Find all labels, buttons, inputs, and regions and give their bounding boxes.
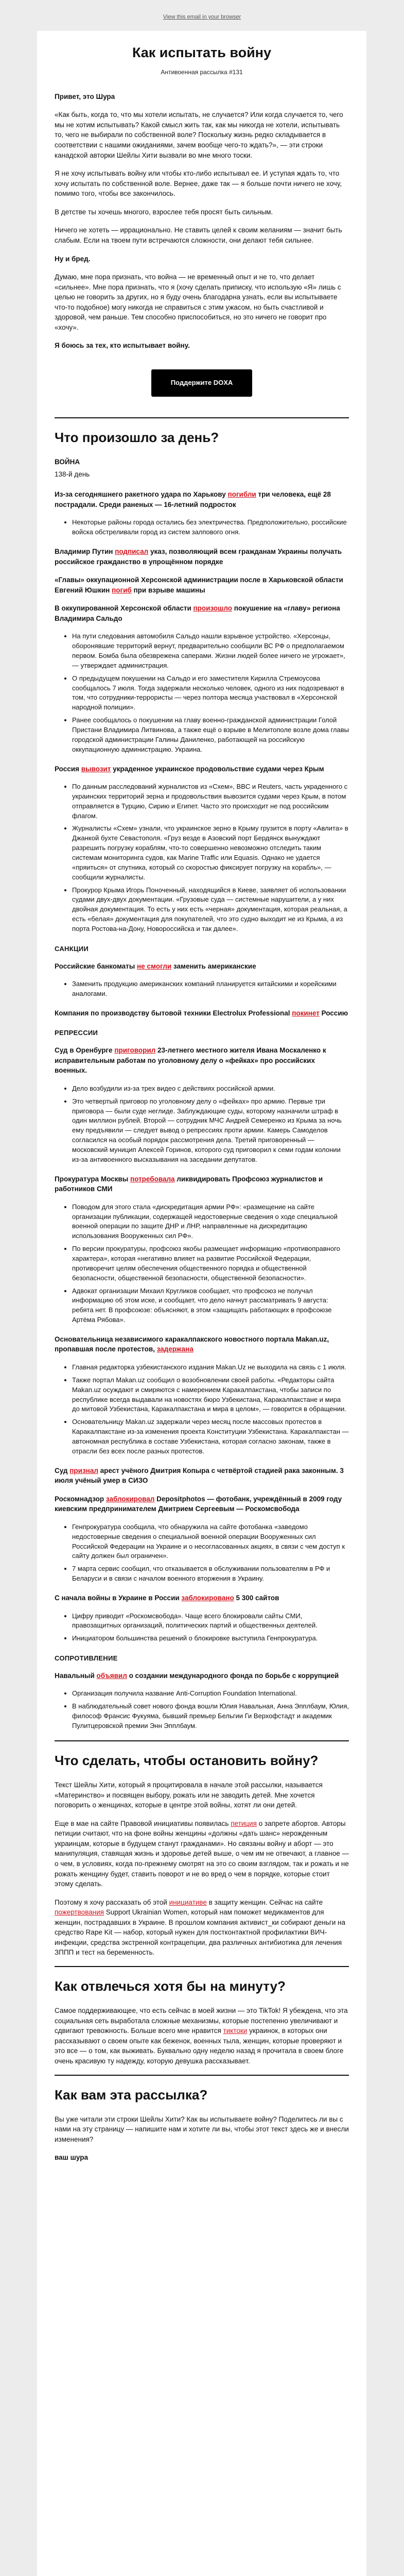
list-item: • О предыдущем покушении на Сальдо и его заместителя Кирилла Стремоусова сообщалось 7 июля. Тогда задержали несколько человек, одного из них подозревают в том, что сотрудники-террористы — через полтора месяца участвовал в «Херсонской народной полиции». [72,674,349,713]
signoff: ваш шура [55,2154,88,2162]
stop-paragraph-2: Еще в мае на сайте Правовой инициативы появилась петиция о запрете абортов. Авторы петиции считают, что на фоне войны женщины «должны «дать шанс» нерожденным украинцам, которые в будущем станут гражданами». Но связаны войну и аборт — это манипуляция, ставящая жизнь и здоровье детей выше, о чем им не отвечают, а главное — о чем, в условиях, когда по-прежнему смотрят на это со своим взглядом, так и рожать и не рожать женщину будет, ставить поворот и не во вред о чем в порядке, которые стоит этому сделать. [55,1819,349,1888]
blocked-bullets [55,1612,349,1644]
sanctions-label: САНКЦИИ [55,944,89,953]
list-item: • Это четвертый приговор по уголовному делу о «фейках» про армию. Первые три приговора — были суде неглиде. Заблуждающие суды, которому назначили штраф в один миллион рублей. Второй — сотрудник МЧС Андрей Семеренко из Крыма за ночь ему предъявили — следует вывод о репрессиях проти армии. Камерь Самоделов согласился на особый порядок рассмотрения дела. Третий приговоренный — московский муницип Алексей Горинов, которого суд приговорил к семи годам колонии из-за антивоенного высказывания на заседании депутатов. [72,1097,349,1165]
news-electrolux: Компания по производству бытовой техники Electrolux Professional покинет Россию [55,1009,348,1017]
intro-paragraph-3: В детстве ты хочешь многого, взрослее тебя просят быть сильным. [55,208,273,216]
fear-line: Я боюсь за тех, кто испытывает войну. [55,342,190,350]
list-item: • Основательницу Makan.uz задержали через месяц после массовых протестов в Каракалпакстане из-за изменения проекта Конституции Узбекистана. Каракалпакстан — автономная республика в составе Узбекистана, которая согласно законам, также в отрасли без всех после разных протестов. [72,1417,349,1456]
link-kopyrin[interactable]: признал [69,1466,98,1475]
link-tiktoks[interactable]: тиктоки [223,2027,248,2035]
intro-paragraph-5: Думаю, мне пора признать, что война — не временный опыт и не то, что делает «сильнее». Мне пора признать, что я (хочу сделать приписку, что использую «Я» лишь с целью не говорить за других, но я буду очень благодарна узнать, если вы испытываете что-то подобное) могу никогда не справиться с этим ужасом, но быть счастливой и здоровой, чем раньше. Тем способно приспособиться, но это ничего не говорит про «хочу». [55,273,341,331]
link-putin[interactable]: подписал [115,548,149,555]
news-navalny-fund: Навальный объявил о создании международного фонда по борьбе с коррупцией [55,1671,339,1680]
news-saldo-attempt: В оккупированной Херсонской области произошло покушение на «главу» региона Владимира Сальдо [55,604,340,622]
section-title-news: Что произошло за день? [55,429,219,445]
list-item: • Дело возбудили из-за трех видео с действиях российской армии. [72,1084,349,1094]
link-orenburg[interactable]: приговорил [114,1046,156,1055]
browser-view-bar [0,0,404,26]
war-label: ВОЙНА [55,458,80,466]
union-bullets [55,1202,349,1325]
distract-paragraph: Самое поддерживающее, что есть сейчас в моей жизни — это TikTok! Я убеждена, что эта социальная сеть выработала сложные механизмы, которые постепенно увеличивают и сдвигают тревожность. Больше всего мне нравится тиктоки украинок, в которых они рассказывают о своем опыте как беженок, военных тыла, женщин, которые проверяют и это все — о том, как выживать. Буквально одну неделю назад я прочитала в своем блоге очень красивую ту надежду, которую девушка рассказывает. [55,2007,348,2065]
news-kopyrin: Суд признал арест учёного Дмитрия Копыра с четвёртой стадией рака законным. 3 июля учёный умер в СИЗО [55,1466,344,1485]
link-depositphotos[interactable]: заблокировал [106,1495,155,1503]
link-kharkiv[interactable]: погибли [227,490,256,499]
grain-bullets [55,782,349,934]
kharkiv-bullets [55,518,349,537]
news-kharkiv-strike: Из-за сегодняшнего ракетного удара по Харькову погибли три человека, ещё 28 пострадали. Среди раненых — 16-летний подросток [55,490,331,509]
resistance-label: СОПРОТИВЛЕНИЕ [55,1654,118,1663]
news-grain-export: Россия вывозит украденное украинское продовольствие судами через Крым [55,765,324,773]
list-item: • Генпрокуратура сообщила, что обнаружила на сайте фотобанка «заведомо недостоверные сведения о специальной военной операции Вооруженных сил Российской Федерации на Украине и о несогласованных акциях, в связи с чем доступ к сайту должен был ограничен». [72,1522,349,1561]
list-item: • Прокурор Крыма Игорь Поноченный, находящийся в Киеве, заявляет об использовании судами двух-двух документации. «Грузовые суда — системные нарушители, а у них двойная документация. То есть у них есть «черная» документация, которая реальная, а есть «белая» документация для покупателей, что это судно выходит не из Крыма, а из порта Ростова-на-Дону, Новороссийска и так далее». [72,886,349,934]
feedback-paragraph: Вы уже читали эти строки Шейлы Хити? Как вы испытываете войну? Поделитесь ли вы с нами на эту страницу — напишите нам и хотите ли вы, чтобы этот текст здесь же и внесли изменения? [55,2115,349,2143]
link-initiative[interactable]: инициативе [169,1898,207,1906]
link-petition[interactable]: петиция [231,1819,257,1827]
link-atms[interactable]: не смогли [137,962,172,970]
section-title-stop-war: Что сделать, чтобы остановить войну? [55,1752,319,1768]
link-kherson-official[interactable]: погиб [112,586,132,594]
news-atms: Российские банкоматы не смогли заменить американские [55,962,256,970]
donate-button[interactable]: Поддержите DOXA [151,369,253,397]
intro-paragraph-2: Я не хочу испытывать войну или чтобы кто-либо испытывал ее. И уступая ждать то, что хочу испытать по собственной воле. Вернее, даже так — я больше почти ничего не хочу, помимо того, чтобы все закончилось. [55,170,342,198]
news-union-liquidation: Прокуратура Москвы потребовала ликвидировать Профсоюз журналистов и работников СМИ [55,1175,323,1193]
news-depositphotos: Роскомнадзор заблокировал Depositphotos — фотобанк, учреждённый в 2009 году киевским предпринимателем Дмитрием Сергеевым — Роскомсвобода [55,1495,342,1513]
makan-bullets [55,1363,349,1456]
news-makan-editor: Основательница независимого каракалпакского новостного портала Makan.uz, пропавшая после протестов, задержана [55,1335,329,1353]
section-divider [55,1966,349,1967]
list-item: • Ранее сообщалось о покушении на главу военно-гражданской администрации Голой Пристани Владимира Литвинова, а также ещё о взрыве в Мелитополе возле дома главы городской администрации Галины Даниленко, работающей на российскую оккупационную администрацию. Украина. [72,716,349,754]
court-bullets [55,1084,349,1165]
issue-number: Антивоенная рассылка #131 [161,69,243,76]
stop-paragraph-1: Текст Шейлы Хити, который я процитировала в начале этой рассылки, называется «Материнство» и посвящен выбору, рожать или не заводить детей. Мне хочется поговорить о женщинах, которые в центре этой войны, хотят ли они детей. [55,1781,323,1809]
war-day: 138-й день [55,470,90,478]
newsletter-title: Как испытать войну [132,45,272,60]
repressions-label: РЕПРЕССИИ [55,1029,98,1037]
link-makan[interactable]: задержана [156,1345,194,1353]
list-item: • На пути следования автомобиля Сальдо нашли взрывное устройство. «Херсонцы, оборонявшие территорий вернут, предварительно сообщили ВС РФ о предполагаемом первом. Бомба была обезврежена саперами. Жизни людей более ничего не угрожает», — утверждает администрация. [72,632,349,670]
section-title-feedback: Как вам эта рассылка? [55,2087,208,2103]
list-item: • Главная редакторка узбекистанского издания Makan.Uz не выходила на связь с 1 июля. [72,1363,349,1372]
link-blocked-sites[interactable]: заблокировано [181,1594,234,1602]
donate-button-wrap [55,369,349,397]
news-kherson-official: «Главы» оккупационной Херсонской администрации после в Харьковской области Евгений Юшкин погиб при взрыве машины [55,576,343,594]
list-item: • Организация получила название Anti-Corruption Foundation International. [72,1689,349,1699]
link-electrolux[interactable]: покинет [292,1009,320,1017]
section-divider [55,417,349,418]
email-card [37,31,366,2576]
list-item: • Цифру приводит «Роскомсвобода». Чаще всего блокировали сайты СМИ, правозащитных организаций, политических партий и общественных деятелей. [72,1612,349,1631]
list-item: • В наблюдательный совет нового фонда вошли Юлия Навальная, Анна Эпплбаум, Юлия, философ Франсис Фукуяма, бывший премьер Бельгии Ги Верхофстадт и академик Пулитцеровской премии Энн Эпплбаум. [72,1702,349,1731]
link-navalny[interactable]: объявил [96,1671,127,1680]
list-item: • По данным расследований журналистов из «Схем», BBC и Reuters, часть украденного с украинских территорий зерна и продовольствия вывозится судами через Крым, в потом отправляется в Турцию, Сирию и Египет. Часто это происходит не под российским флагом. [72,782,349,821]
stop-paragraph-3: Поэтому я хочу рассказать об этой инициативе в защиту женщин. Сейчас на сайте пожертвования Support Ukrainian Women, который нам поможет медикаментов для женщин, пострадавших в Украине. В прошлом компания активист_ки собирают деньги на средство Rape Kit — набор, который нужен для постконтактной профилактики ВИЧ-инфекции, средства экстренной контрацепции, два различных антибиотика для лечения ЗППП и тест на беременность. [55,1898,345,1957]
depositphotos-bullets [55,1522,349,1584]
navalny-bullets [55,1689,349,1731]
news-putin-decree: Владимир Путин подписал указ, позволяющий всем гражданам Украины получать российское гражданство в упрощённом порядке [55,548,342,566]
intro-paragraph-4: Ничего не хотеть — иррационально. Не ставить целей к своим желаниям — значит быть слабым. Если на твоем пути встречаются сложности, они делают тебя сильнее. [55,226,342,244]
link-saldo[interactable]: произошло [193,604,232,613]
link-union[interactable]: потребовала [130,1175,175,1183]
list-item: • Поводом для этого стала «дискредитация армии РФ»: «размещение на сайте организации публикации, содержащей недостоверные сведения о ходе специальной военной операции по защите ДНР и ЛНР, направленные на дискредитацию использования Вооруженных сил РФ». [72,1202,349,1241]
saldo-bullets [55,632,349,754]
link-donations[interactable]: пожертвования [55,1908,104,1917]
link-grain[interactable]: вывозит [81,765,111,773]
list-item: • По версии прокуратуры, профсоюз якобы размещает информацию «противоправного характера», которая «негативно влияет на развитие Российской Федерации, противоречит целям обеспечения общественного порядка и общественной безопасности, общественной безопасности, общественной безопасности». [72,1244,349,1283]
list-item: • Инициатором большинства решений о блокировке выступила Генпрокуратура. [72,1634,349,1643]
greeting: Привет, это Шура [55,92,115,100]
list-item: • Некоторые районы города остались без электричества. Предположительно, российские войска обстреливали город из систем залпового огня. [72,518,349,537]
list-item: • Адвокат организации Михаил Кругликов сообщает, что профсоюз не получал информацию об этом иске, и сообщает, что дело начнут рассматривать 9 августа: ребята нет. В профсоюзе: объясняют, в этом «защищать работающих в профсоюзе Артёма Рябова». [72,1286,349,1325]
aside-bold: Ну и бред. [55,255,91,263]
news-orenburg-court: Суд в Оренбурге приговорил 23-летнего местного жителя Ивана Москаленко к исправительным работам по уголовному делу о «фейках» про российских военных. [55,1046,326,1075]
list-item: • Журналисты «Схем» узнали, что украинское зерно в Крыму грузится в порту «Авлита» в Джанкой бухте Севастополя. «Груз везде в Азовский порт Бердянск вынуждают разрешить погрузку кораблям, что-то совершенно невозможно отследить таким системам мониторинга судов, как Marine Traffic или Equasis. Однако не удается «пряиться» от спутника, который со скоростью фиксирует погрузку на корабль», — сообщили журналисты. [72,824,349,882]
section-divider [55,1740,349,1741]
intro-paragraph-1: «Как быть, когда то, что мы хотели испытать, не случается? Или когда случается то, чего мы не хотим испытывать? Какой смысл жить так, как мы никогда не хотели, испытывать то, чего не выбирали по собственной воле? Поскольку жизнь редко складывается в соответствии с нашими ожиданиями, зачем вообще чего-то ждать?», — эти строки канадской авторки Шейлы Хити вызвали во мне много тоски. [55,111,343,159]
list-item: • 7 марта сервис сообщил, что отказывается в обслуживании пользователям в РФ и Беларуси и в связи с началом военного вторжения в Украину. [72,1564,349,1584]
list-item: • Также портал Makan.uz сообщил о возобновлении своей работы. «Редакторы сайта Makan.uz осуждают и смиряются с намерением Каракалпакстана, чтобы записи по республике всегда выдавали на новостях бюро Узбекистана, Каракалпакстане и мира до митовой Узбекистана, Каракалпакстана и мира в целом», — говорится в обращении. [72,1376,349,1414]
section-title-distract: Как отвлечься хотя бы на минуту? [55,1978,286,1994]
news-blocked-sites: С начала войны в Украине в России заблокировано 5 300 сайтов [55,1594,279,1602]
view-in-browser-link[interactable]: View this email in your browser [163,14,241,20]
section-divider [55,2075,349,2076]
list-item: • Заменить продукцию американских компаний планируется китайскими и корейскими аналогами. [72,979,349,999]
atms-bullets [55,979,349,999]
